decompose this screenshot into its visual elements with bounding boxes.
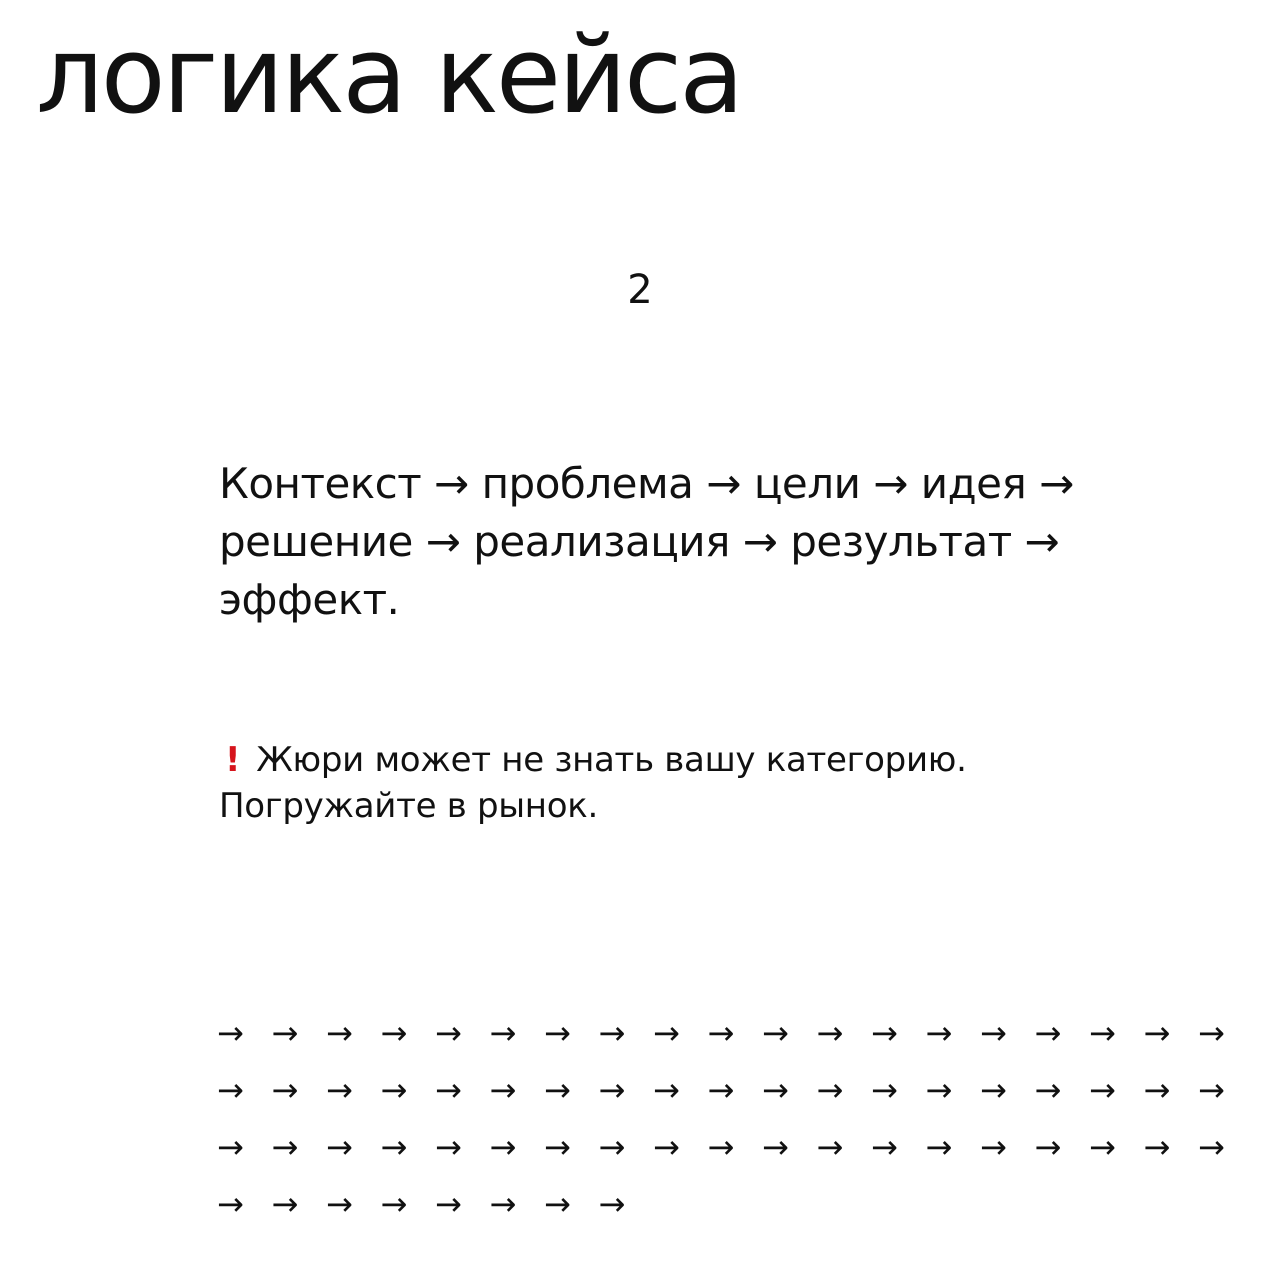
decorative-arrow-grid — [217, 1005, 1257, 1233]
arrow-right-icon: → — [217, 1185, 244, 1223]
arrow-right-icon: → — [871, 1071, 898, 1109]
arrow-right-icon: → — [1034, 1071, 1062, 1109]
arrow-right-icon: → — [598, 1185, 626, 1223]
slide-number: 2 — [627, 267, 653, 313]
arrow-right-icon: → — [1089, 1014, 1116, 1052]
arrow-right-icon: → — [1034, 1014, 1062, 1052]
arrow-row — [217, 1176, 1257, 1233]
arrow-right-icon: → — [816, 1128, 844, 1166]
arrow-row — [217, 1062, 1257, 1119]
arrow-right-icon: → — [598, 1014, 626, 1052]
arrow-right-icon: → — [380, 1014, 408, 1052]
arrow-right-icon: → — [544, 1185, 571, 1223]
note-line-2: Погружайте в рынок. — [219, 786, 598, 826]
arrow-right-icon: → — [707, 1128, 735, 1166]
arrow-row — [217, 1119, 1257, 1176]
arrow-right-icon: → — [544, 1071, 571, 1109]
arrow-right-icon: → — [871, 1128, 898, 1166]
arrow-right-icon: → — [489, 1128, 517, 1166]
arrow-right-icon: → — [544, 1128, 571, 1166]
arrow-right-icon: → — [489, 1185, 517, 1223]
arrow-right-icon: → — [544, 1014, 571, 1052]
arrow-right-icon: → — [489, 1071, 517, 1109]
note-text-1: Жюри может не знать вашу категорию. — [256, 740, 967, 780]
arrow-right-icon: → — [271, 1014, 299, 1052]
arrow-right-icon: → — [653, 1128, 680, 1166]
arrow-right-icon: → — [435, 1014, 462, 1052]
arrow-right-icon: → — [762, 1128, 789, 1166]
arrow-right-icon: → — [707, 1014, 735, 1052]
arrow-right-icon: → — [489, 1014, 517, 1052]
arrow-right-icon: → — [925, 1128, 953, 1166]
arrow-right-icon: → — [380, 1071, 408, 1109]
case-logic-flow: Контекст → проблема → цели → идея → решение → реализация → результат → эффект. — [219, 459, 1074, 624]
arrow-right-icon: → — [326, 1071, 353, 1109]
jury-note — [219, 737, 1219, 829]
arrow-right-icon: → — [435, 1128, 462, 1166]
arrow-right-icon: → — [653, 1014, 680, 1052]
arrow-right-icon: → — [816, 1014, 844, 1052]
arrow-right-icon: → — [435, 1071, 462, 1109]
page-title: логика кейса — [36, 14, 742, 137]
arrow-right-icon: → — [326, 1185, 353, 1223]
arrow-right-icon: → — [1089, 1071, 1116, 1109]
arrow-right-icon: → — [598, 1128, 626, 1166]
arrow-right-icon: → — [762, 1071, 789, 1109]
arrow-right-icon: → — [1198, 1071, 1225, 1109]
arrow-right-icon: → — [816, 1071, 844, 1109]
arrow-right-icon: → — [1143, 1014, 1171, 1052]
arrow-right-icon: → — [271, 1185, 299, 1223]
arrow-right-icon: → — [1143, 1128, 1171, 1166]
arrow-right-icon: → — [271, 1071, 299, 1109]
arrow-right-icon: → — [980, 1014, 1007, 1052]
arrow-right-icon: → — [217, 1128, 244, 1166]
arrow-right-icon: → — [925, 1014, 953, 1052]
arrow-right-icon: → — [380, 1185, 408, 1223]
arrow-right-icon: → — [980, 1071, 1007, 1109]
arrow-right-icon: → — [1198, 1128, 1225, 1166]
arrow-right-icon: → — [925, 1071, 953, 1109]
arrow-right-icon: → — [217, 1071, 244, 1109]
arrow-right-icon: → — [1143, 1071, 1171, 1109]
arrow-right-icon: → — [707, 1071, 735, 1109]
arrow-right-icon: → — [380, 1128, 408, 1166]
arrow-right-icon: → — [271, 1128, 299, 1166]
arrow-right-icon: → — [435, 1185, 462, 1223]
arrow-right-icon: → — [217, 1014, 244, 1052]
arrow-right-icon: → — [598, 1071, 626, 1109]
exclamation-icon: ! — [225, 740, 241, 780]
note-line-1 — [219, 737, 1219, 783]
arrow-right-icon: → — [762, 1014, 789, 1052]
arrow-right-icon: → — [1198, 1014, 1225, 1052]
arrow-row — [217, 1005, 1257, 1062]
arrow-right-icon: → — [980, 1128, 1007, 1166]
arrow-right-icon: → — [1089, 1128, 1116, 1166]
arrow-right-icon: → — [653, 1071, 680, 1109]
arrow-right-icon: → — [326, 1014, 353, 1052]
arrow-right-icon: → — [1034, 1128, 1062, 1166]
arrow-right-icon: → — [871, 1014, 898, 1052]
arrow-right-icon: → — [326, 1128, 353, 1166]
